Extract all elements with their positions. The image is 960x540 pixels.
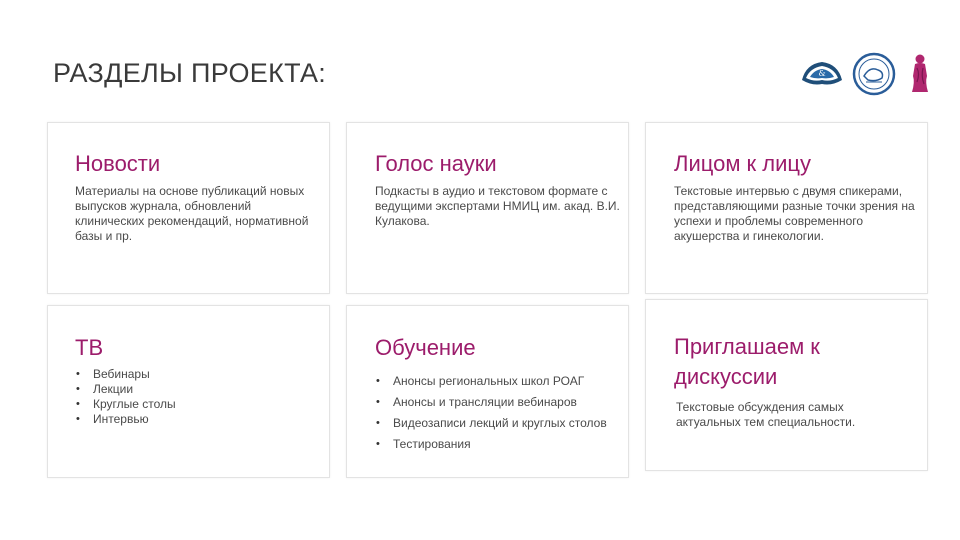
card-face-title: Лицом к лицу xyxy=(674,151,812,176)
list-item: • Тестирования xyxy=(375,434,625,455)
card-voice-title: Голос науки xyxy=(375,151,497,176)
card-news[interactable] xyxy=(47,122,330,294)
list-item: • Лекции xyxy=(75,382,315,397)
list-item: • Интервью xyxy=(75,412,315,427)
card-face-text: Текстовые интервью с двумя спикерами, представляющими разные точки зрения на успехи и проблемы современного акушерства и гинекологии. xyxy=(674,184,915,243)
card-face[interactable] xyxy=(645,122,928,294)
card-voice-text: Подкасты в аудио и текстовом формате с ведущими экспертами НМИЦ им. акад. В.И. Кулакова. xyxy=(375,184,620,228)
svg-text:&: & xyxy=(818,69,826,78)
education-list xyxy=(375,371,625,455)
card-news-title: Новости xyxy=(75,151,161,176)
page-title: РАЗДЕЛЫ ПРОЕКТА: xyxy=(53,58,327,88)
card-tv[interactable] xyxy=(47,305,330,478)
card-news-text: Материалы на основе публикаций новых выпусков журнала, обновлений клинических рекомендаций, нормативной базы и пр. xyxy=(75,184,309,243)
card-voice[interactable] xyxy=(346,122,629,294)
card-discussion[interactable] xyxy=(645,299,928,471)
card-education-title: Обучение xyxy=(375,335,476,360)
card-education[interactable] xyxy=(346,305,629,478)
logo-group xyxy=(800,52,935,96)
statue-logo xyxy=(908,52,932,96)
list-item: • Анонсы региональных школ РОАГ xyxy=(375,371,625,392)
list-item: • Круглые столы xyxy=(75,397,315,412)
list-item: • Вебинары xyxy=(75,367,315,382)
list-item: • Видеозаписи лекций и круглых столов xyxy=(375,413,625,434)
tv-list xyxy=(75,367,315,427)
society-emblem-logo xyxy=(800,58,844,88)
list-item: • Анонсы и трансляции вебинаров xyxy=(375,392,625,413)
card-discussion-title: Приглашаем к дискуссии xyxy=(674,334,820,389)
card-discussion-text: Текстовые обсуждения самых актуальных тем специальности. xyxy=(676,400,856,429)
round-seal-logo xyxy=(852,52,896,96)
card-tv-title: ТВ xyxy=(75,335,104,360)
